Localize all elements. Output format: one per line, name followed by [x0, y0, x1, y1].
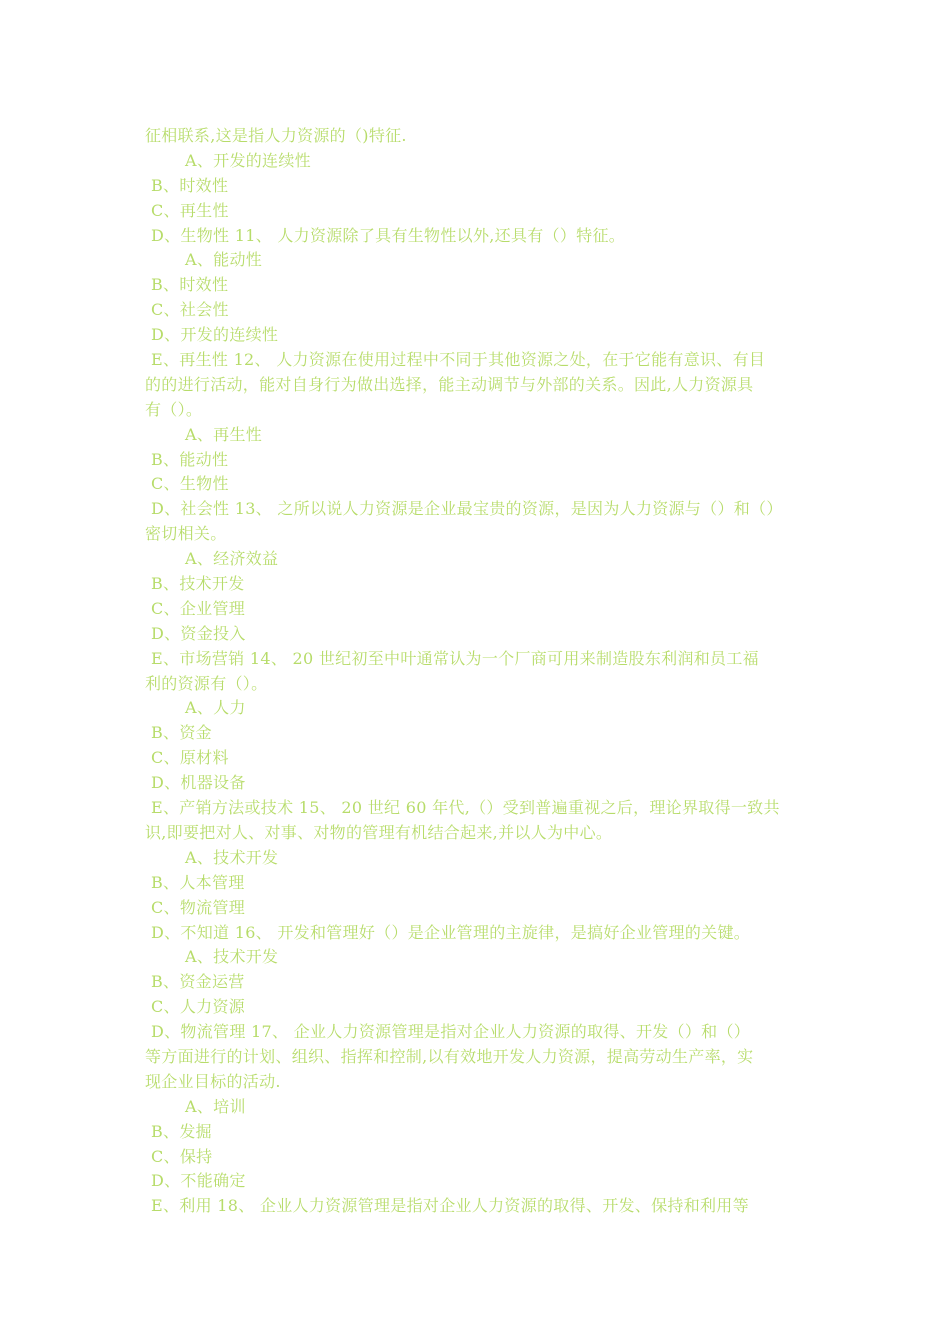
option-line: C、企业管理 [151, 598, 246, 618]
option-line: A、开发的连续性 [185, 150, 311, 170]
option-line: B、人本管理 [151, 872, 245, 892]
option-line: D、不知道 16、 开发和管理好（）是企业管理的主旋律，是搞好企业管理的关键。 [151, 922, 751, 942]
option-line: C、再生性 [151, 200, 229, 220]
text-line: 征相联系,这是指人力资源的（)特征. [145, 126, 407, 145]
option-line: C、人力资源 [151, 997, 246, 1017]
text-line: 现企业目标的活动. [145, 1071, 281, 1091]
option-line: E、再生性 12、 人力资源在使用过程中不同于其他资源之处，在于它能有意识、有目 [151, 350, 766, 370]
option-line: E、利用 18、 企业人力资源管理是指对企业人力资源的取得、开发、保持和利用等 [151, 1196, 749, 1216]
option-line: D、物流管理 17、 企业人力资源管理是指对企业人力资源的取得、开发（）和（） [151, 1022, 751, 1042]
option-line: B、技术开发 [151, 574, 245, 594]
option-line: A、培训 [185, 1096, 246, 1116]
option-line: A、能动性 [185, 250, 263, 270]
option-line: A、再生性 [185, 424, 263, 444]
option-line: B、时效性 [151, 275, 229, 295]
option-line: A、技术开发 [185, 847, 279, 867]
option-line: B、能动性 [151, 449, 229, 469]
option-line: C、原材料 [151, 748, 229, 768]
option-line: B、时效性 [151, 175, 229, 195]
option-line: E、产销方法或技术 15、 20 世纪 60 年代,（）受到普遍重视之后，理论界取得一致共 [151, 798, 780, 818]
option-line: D、机器设备 [151, 773, 246, 793]
text-line: 利的资源有（）。 [145, 673, 268, 693]
option-line: D、开发的连续性 [151, 325, 279, 345]
option-line: C、社会性 [151, 300, 229, 320]
option-line: D、不能确定 [151, 1171, 246, 1191]
option-line: B、资金运营 [151, 972, 245, 992]
option-line: E、市场营销 14、 20 世纪初至中叶通常认为一个厂商可用来制造股东利润和员工福 [151, 648, 759, 668]
option-line: D、生物性 11、 人力资源除了具有生物性以外,还具有（）特征。 [151, 225, 626, 245]
option-line: D、资金投入 [151, 623, 246, 643]
option-line: B、发掘 [151, 1121, 212, 1141]
option-line: B、资金 [151, 723, 212, 743]
option-line: A、技术开发 [185, 947, 279, 967]
text-line: 有（）。 [145, 399, 203, 419]
text-line: 识,即要把对人、对事、对物的管理有机结合起来,并以人为中心。 [145, 822, 613, 842]
text-line: 密切相关。 [145, 524, 227, 544]
option-line: A、经济效益 [185, 549, 279, 569]
text-line: 的的进行活动，能对自身行为做出选择，能主动调节与外部的关系。因此,人力资源具 [145, 374, 754, 394]
option-line: A、人力 [185, 698, 246, 718]
option-line: C、保持 [151, 1146, 213, 1166]
option-line: C、物流管理 [151, 897, 246, 917]
document-body [145, 124, 810, 1219]
option-line: D、社会性 13、 之所以说人力资源是企业最宝贵的资源，是因为人力资源与（）和（） [151, 499, 783, 519]
text-line: 等方面进行的计划、组织、指挥和控制,以有效地开发人力资源，提高劳动生产率，实 [145, 1046, 754, 1066]
option-line: C、生物性 [151, 474, 229, 494]
